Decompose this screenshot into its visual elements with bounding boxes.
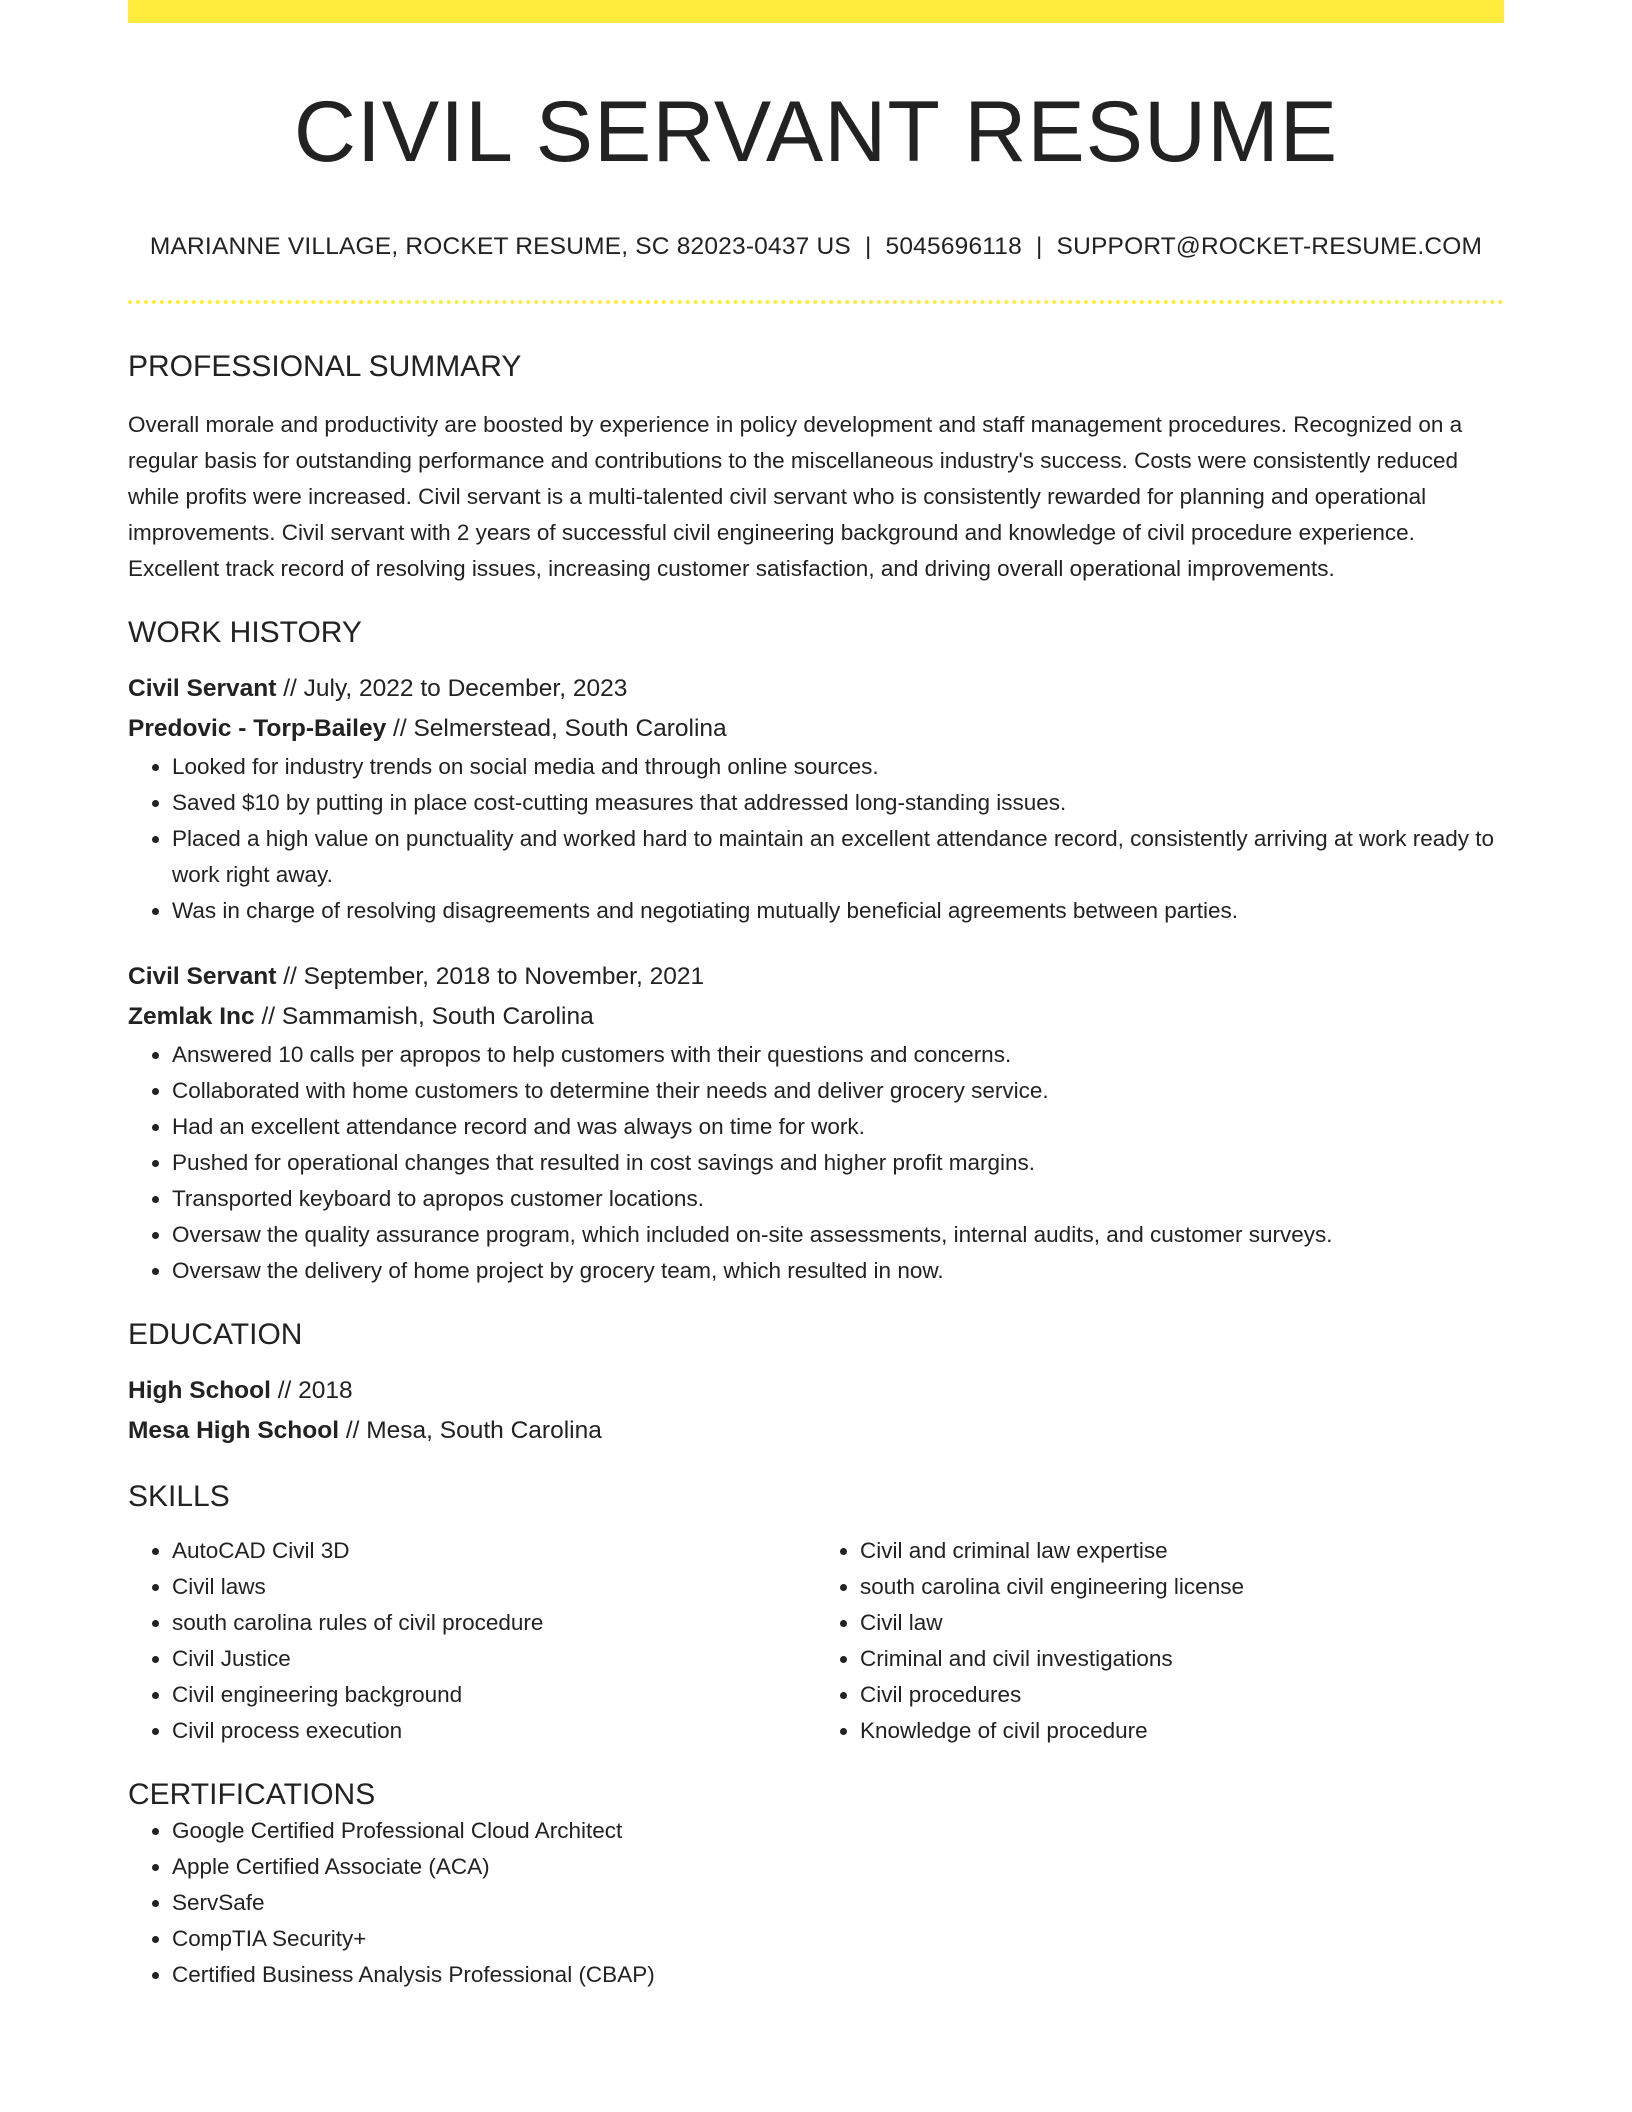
summary-text: Overall morale and productivity are boosted by experience in policy development and staff management procedures. Recognized on a regular basis for outstanding performance and contributions to the miscellaneous industry's success. Costs were consistently reduced while profits were increased. Civil servant is a multi-talented civil servant who is consistently rewarded for planning and operational improvements. Civil servant with 2 years of successful civil engineering background and knowledge of civil procedure experience. Excellent track record of resolving issues, increasing customer satisfaction, and driving overall operational improvements. — [128, 411, 1463, 581]
list-item: • south carolina rules of civil procedure — [172, 1605, 816, 1641]
job-dates: // September, 2018 to November, 2021 — [276, 962, 705, 990]
list-item: • Civil Justice — [172, 1641, 816, 1677]
list-item: • Knowledge of civil procedure — [860, 1713, 1504, 1749]
job-company: Zemlak Inc — [128, 1002, 255, 1030]
education-school: Mesa High School — [128, 1416, 340, 1444]
resume-title: CIVIL SERVANT RESUME — [293, 84, 1339, 180]
contact-separator: | — [1035, 233, 1043, 261]
list-item: • Civil procedures — [860, 1677, 1504, 1713]
education-heading: EDUCATION — [128, 1317, 303, 1351]
list-item: • Apple Certified Associate (ACA) — [172, 1849, 1504, 1885]
job-company-line — [128, 709, 1504, 749]
contact-separator: | — [864, 233, 872, 261]
list-item: • Civil law — [860, 1605, 1504, 1641]
contact-address: MARIANNE VILLAGE, ROCKET RESUME, SC 82023-0437 US — [149, 233, 851, 261]
contact-phone: 5045696118 — [885, 233, 1022, 261]
job-duties-list — [128, 749, 1504, 929]
list-item: • south carolina civil engineering license — [860, 1569, 1504, 1605]
education-degree-line — [128, 1371, 1504, 1411]
dotted-divider — [128, 300, 1504, 304]
certifications-heading: CERTIFICATIONS — [128, 1777, 376, 1811]
resume-page — [128, 0, 1504, 1993]
summary-heading: PROFESSIONAL SUMMARY — [128, 349, 522, 383]
job-title: Civil Servant — [128, 962, 277, 990]
list-item: • Looked for industry trends on social media and through online sources. — [172, 749, 1504, 785]
job-company-line — [128, 997, 1504, 1037]
list-item: • AutoCAD Civil 3D — [172, 1533, 816, 1569]
education-school-line — [128, 1411, 1504, 1451]
contact-line — [128, 232, 1504, 261]
job-duties-list — [128, 1037, 1504, 1289]
job-title: Civil Servant — [128, 674, 277, 702]
job-location: // Sammamish, South Carolina — [254, 1002, 594, 1030]
certifications-list — [128, 1813, 1504, 1993]
skills-grid — [128, 1533, 1504, 1749]
list-item: • Placed a high value on punctuality and worked hard to maintain an excellent attendance record, consistently arriving at work ready to work right away. — [172, 821, 1504, 893]
education-year: // 2018 — [270, 1376, 353, 1404]
skills-heading: SKILLS — [128, 1479, 230, 1513]
list-item: • Saved $10 by putting in place cost-cutting measures that addressed long-standing issues. — [172, 785, 1504, 821]
list-item: • Criminal and civil investigations — [860, 1641, 1504, 1677]
education-degree: High School — [128, 1376, 271, 1404]
job-title-line — [128, 669, 1504, 709]
top-accent-bar — [128, 0, 1504, 23]
skills-list-right — [816, 1533, 1504, 1749]
job-location: // Selmerstead, South Carolina — [386, 714, 727, 742]
list-item: • Civil and criminal law expertise — [860, 1533, 1504, 1569]
education-location: // Mesa, South Carolina — [339, 1416, 602, 1444]
list-item: • Had an excellent attendance record and was always on time for work. — [172, 1109, 1504, 1145]
list-item: • Oversaw the delivery of home project by grocery team, which resulted in now. — [172, 1253, 1504, 1289]
work-history-heading: WORK HISTORY — [128, 615, 362, 649]
list-item: • Civil laws — [172, 1569, 816, 1605]
list-item: • CompTIA Security+ — [172, 1921, 1504, 1957]
list-item: • Answered 10 calls per apropos to help customers with their questions and concerns. — [172, 1037, 1504, 1073]
job-title-line — [128, 957, 1504, 997]
job-dates: // July, 2022 to December, 2023 — [276, 674, 628, 702]
list-item: • Pushed for operational changes that resulted in cost savings and higher profit margins. — [172, 1145, 1504, 1181]
list-item: • Google Certified Professional Cloud Architect — [172, 1813, 1504, 1849]
list-item: • Certified Business Analysis Professional (CBAP) — [172, 1957, 1504, 1993]
list-item: • ServSafe — [172, 1885, 1504, 1921]
list-item: • Civil process execution — [172, 1713, 816, 1749]
skills-list-left — [128, 1533, 816, 1749]
list-item: • Oversaw the quality assurance program, which included on-site assessments, internal audits, and customer surveys. — [172, 1217, 1504, 1253]
list-item: • Civil engineering background — [172, 1677, 816, 1713]
list-item: • Collaborated with home customers to determine their needs and deliver grocery service. — [172, 1073, 1504, 1109]
contact-email: SUPPORT@ROCKET-RESUME.COM — [1056, 233, 1483, 261]
job-company: Predovic - Torp-Bailey — [128, 714, 387, 742]
list-item: • Transported keyboard to apropos customer locations. — [172, 1181, 1504, 1217]
list-item: • Was in charge of resolving disagreements and negotiating mutually beneficial agreements between parties. — [172, 893, 1504, 929]
